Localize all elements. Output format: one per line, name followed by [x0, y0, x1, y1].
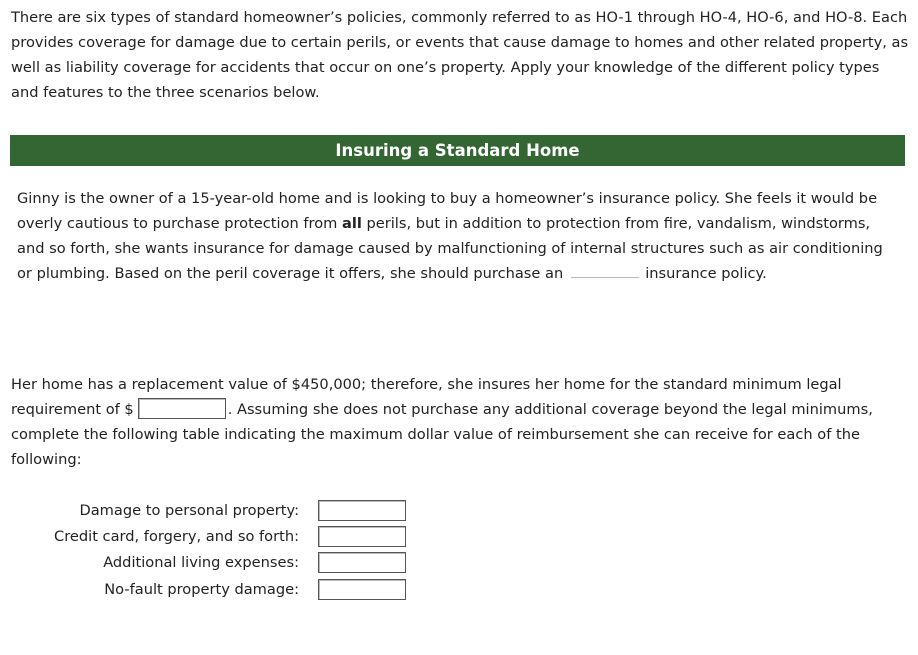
table-row: [40, 497, 406, 523]
no-fault-damage-input[interactable]: [318, 579, 406, 600]
para2-text-1: Her home has a replacement value of $450,000; therefore, she insures her home for the standard minimum legal requirement of $: [11, 376, 842, 418]
scenario-paragraph: [17, 186, 897, 286]
row-label-no-fault-damage: No-fault property damage:: [104, 580, 299, 598]
table-row: [40, 576, 406, 602]
section-header: Insuring a Standard Home: [10, 135, 905, 166]
table-row: [40, 550, 406, 576]
scenario-text-1: Ginny is the owner of a 15-year-old home and is looking to buy a homeowner’s insurance policy. She feels it would be overly cautious to purchase protection from: [17, 190, 878, 232]
row-label-living-expenses: Additional living expenses:: [103, 554, 299, 572]
policy-type-dropdown[interactable]: [571, 263, 639, 278]
scenario-text-2: perils, but in addition to protection from fire, vandalism, windstorms, and so forth, she wants insurance for damage caused by malfunctioning of internal structures such as air conditioning or plumbing. Based on the peril coverage it offers, she should purchase an: [17, 215, 883, 282]
row-label-credit-card-forgery: Credit card, forgery, and so forth:: [54, 527, 299, 545]
scenario-bold-all: all: [342, 215, 362, 232]
credit-card-forgery-input[interactable]: [318, 526, 406, 547]
reimbursement-table: [40, 497, 406, 602]
table-row: [40, 523, 406, 549]
living-expenses-input[interactable]: [318, 552, 406, 573]
personal-property-input[interactable]: [318, 500, 406, 521]
minimum-coverage-input[interactable]: [138, 398, 226, 419]
scenario-text-3: insurance policy.: [645, 265, 767, 282]
para2-text-2: . Assuming she does not purchase any additional coverage beyond the legal minimums, complete the following table indicating the maximum dollar value of reimbursement she can receive for each of the following:: [11, 401, 873, 468]
row-label-personal-property: Damage to personal property:: [79, 501, 299, 519]
replacement-value-paragraph: [11, 372, 911, 472]
intro-paragraph: There are six types of standard homeowner’s policies, commonly referred to as HO-1 through HO-4, HO-6, and HO-8. Each provides coverage for damage due to certain perils, or events that cause damage to homes and other related property, as well as liability coverage for accidents that occur on one’s property. Apply your knowledge of the different policy types and features to the three scenarios below.: [11, 9, 909, 101]
